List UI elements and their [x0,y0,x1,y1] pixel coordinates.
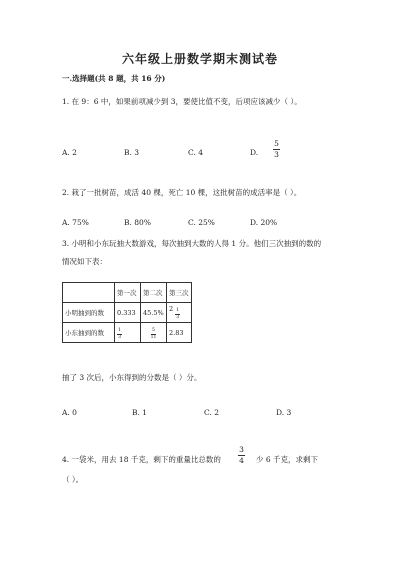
q2-option-d[interactable]: D. 20% [250,218,278,227]
mixed-number-fraction [175,309,180,320]
question-1-text: 1. 在 9：6 中，如果前项减少到 3，要使比值不变，后项应该减少（ ）。 [62,97,302,106]
question-2-text: 2. 栽了一批树苗，成活 40 棵，死亡 10 棵，这批树苗的成活率是（ ）。 [62,188,302,197]
q3-option-a[interactable]: A. 0 [62,408,77,417]
question-4-text-b: 少 6 千克，求剩下 [256,455,319,464]
q1-option-b[interactable]: B. 3 [124,148,140,157]
q1-option-c[interactable]: C. 4 [188,148,204,157]
mixed-number-whole: 2 [169,305,174,313]
fraction-denominator: 3 [274,149,279,159]
fraction-numerator: 5 [152,328,155,333]
question-4-text-a: 4. 一袋米，用去 18 千克，剩下的重量比总数的 [62,455,221,464]
fraction-denominator: 11 [150,334,157,340]
q3-option-c[interactable]: C. 2 [204,408,220,417]
fraction-numerator: 3 [239,445,244,454]
score-table [62,282,192,343]
cell-fraction [151,329,157,340]
table-cell: 0.333 [115,303,141,323]
table-row [63,303,192,323]
q2-option-c[interactable]: C. 25% [188,218,215,227]
cell-fraction [117,329,122,340]
table-cell [167,303,192,323]
section-heading: 一.选择题(共 8 题，共 16 分) [62,74,166,83]
q4-fraction [238,446,245,464]
q2-option-b[interactable]: B. 80% [124,218,151,227]
question-3-line-1: 3. 小明和小东玩抽大数游戏，每次抽到大数的人得 1 分。他们三次抽到的数的 [62,239,322,248]
row-label: 小明抽到的数 [63,303,115,323]
exam-title: 六年级上册数学期末测试卷 [121,52,278,66]
table-row [63,323,192,343]
row-label: 小东抽到的数 [63,323,115,343]
table-cell: 45.5% [141,303,167,323]
q3-option-d[interactable]: D. 3 [276,408,292,417]
table-header-row [63,283,192,303]
fraction-denominator: 3 [118,334,121,340]
q1-option-d-fraction [273,140,280,158]
table-cell [115,323,141,343]
table-header-cell: 第一次 [115,283,141,303]
q3-option-b[interactable]: B. 1 [132,408,148,417]
question-3-line-2: 情况如下表： [62,257,107,266]
question-4-answer-blank[interactable]: （ ）。 [62,475,84,484]
fraction-numerator: 5 [274,139,279,148]
fraction-denominator: 3 [176,314,180,320]
table-cell: 2.83 [167,323,192,343]
table-header-cell: 第二次 [141,283,167,303]
q1-option-a[interactable]: A. 2 [62,148,77,157]
fraction-numerator: 1 [176,308,180,313]
table-header-cell: 第三次 [167,283,192,303]
q2-option-a[interactable]: A. 75% [62,218,89,227]
fraction-denominator: 4 [239,455,244,465]
q1-option-d[interactable]: D. [250,148,259,157]
fraction-numerator: 1 [118,328,121,333]
table-corner-cell [63,283,115,303]
question-3-prompt: 抽了 3 次后，小东得到的分数是（ ）分。 [62,373,202,382]
table-cell [141,323,167,343]
